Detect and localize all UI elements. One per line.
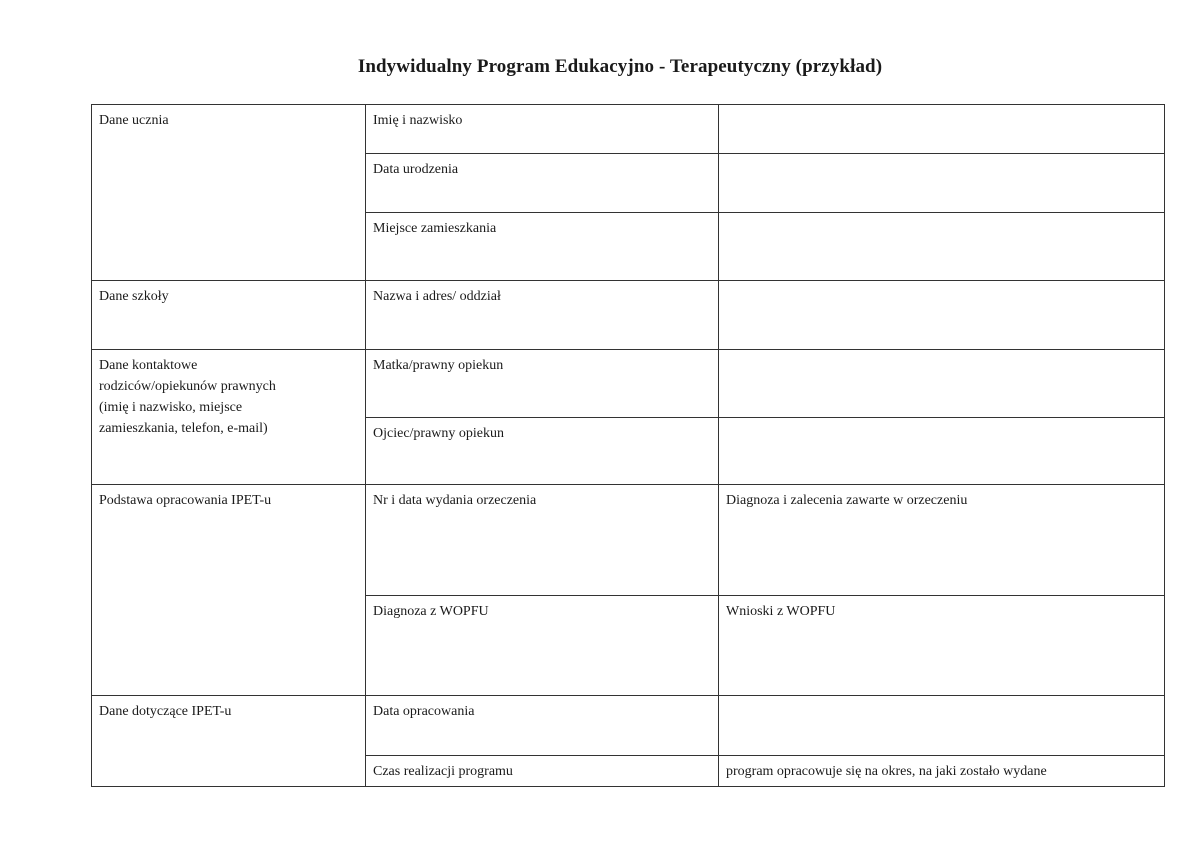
field-value-wopfu-conclusions[interactable]: Wnioski z WOPFU: [719, 596, 1165, 696]
table-row: [92, 105, 1165, 154]
field-value-prep-date[interactable]: [719, 696, 1165, 756]
field-label-name: Imię i nazwisko: [366, 105, 719, 154]
section-label-student: Dane ucznia: [92, 105, 366, 281]
field-label-duration: Czas realizacji programu: [366, 756, 719, 787]
field-label-mother: Matka/prawny opiekun: [366, 350, 719, 418]
field-label-birth-date: Data urodzenia: [366, 154, 719, 213]
field-value-duration[interactable]: program opracowuje się na okres, na jaki zostało wydane: [719, 756, 1165, 787]
field-value-ruling-diagnosis[interactable]: Diagnoza i zalecenia zawarte w orzeczeniu: [719, 485, 1165, 596]
field-value-father[interactable]: [719, 418, 1165, 485]
field-label-wopfu-diagnosis: Diagnoza z WOPFU: [366, 596, 719, 696]
table-row: [92, 350, 1165, 418]
section-label-line: Dane kontaktowe: [99, 358, 198, 373]
field-label-school-address: Nazwa i adres/ oddział: [366, 281, 719, 350]
field-label-ruling: Nr i data wydania orzeczenia: [366, 485, 719, 596]
section-label-basis: Podstawa opracowania IPET-u: [92, 485, 366, 696]
table-row: [92, 485, 1165, 596]
field-value-mother[interactable]: [719, 350, 1165, 418]
table-row: [92, 281, 1165, 350]
field-value-birth-date[interactable]: [719, 154, 1165, 213]
section-label-line: (imię i nazwisko, miejsce: [99, 400, 243, 415]
document-title: Indywidualny Program Edukacyjno - Terapeutyczny (przykład): [357, 56, 883, 77]
section-label-line: rodziców/opiekunów prawnych: [99, 379, 276, 394]
field-value-school-address[interactable]: [719, 281, 1165, 350]
field-value-name[interactable]: [719, 105, 1165, 154]
ipet-form-table: [91, 104, 1165, 787]
table-row: [92, 696, 1165, 756]
field-label-residence: Miejsce zamieszkania: [366, 213, 719, 281]
section-label-contacts: [92, 350, 366, 485]
field-label-prep-date: Data opracowania: [366, 696, 719, 756]
section-label-school: Dane szkoły: [92, 281, 366, 350]
field-label-father: Ojciec/prawny opiekun: [366, 418, 719, 485]
section-label-line: zamieszkania, telefon, e-mail): [99, 421, 268, 436]
field-value-residence[interactable]: [719, 213, 1165, 281]
section-label-ipet: Dane dotyczące IPET-u: [92, 696, 366, 787]
